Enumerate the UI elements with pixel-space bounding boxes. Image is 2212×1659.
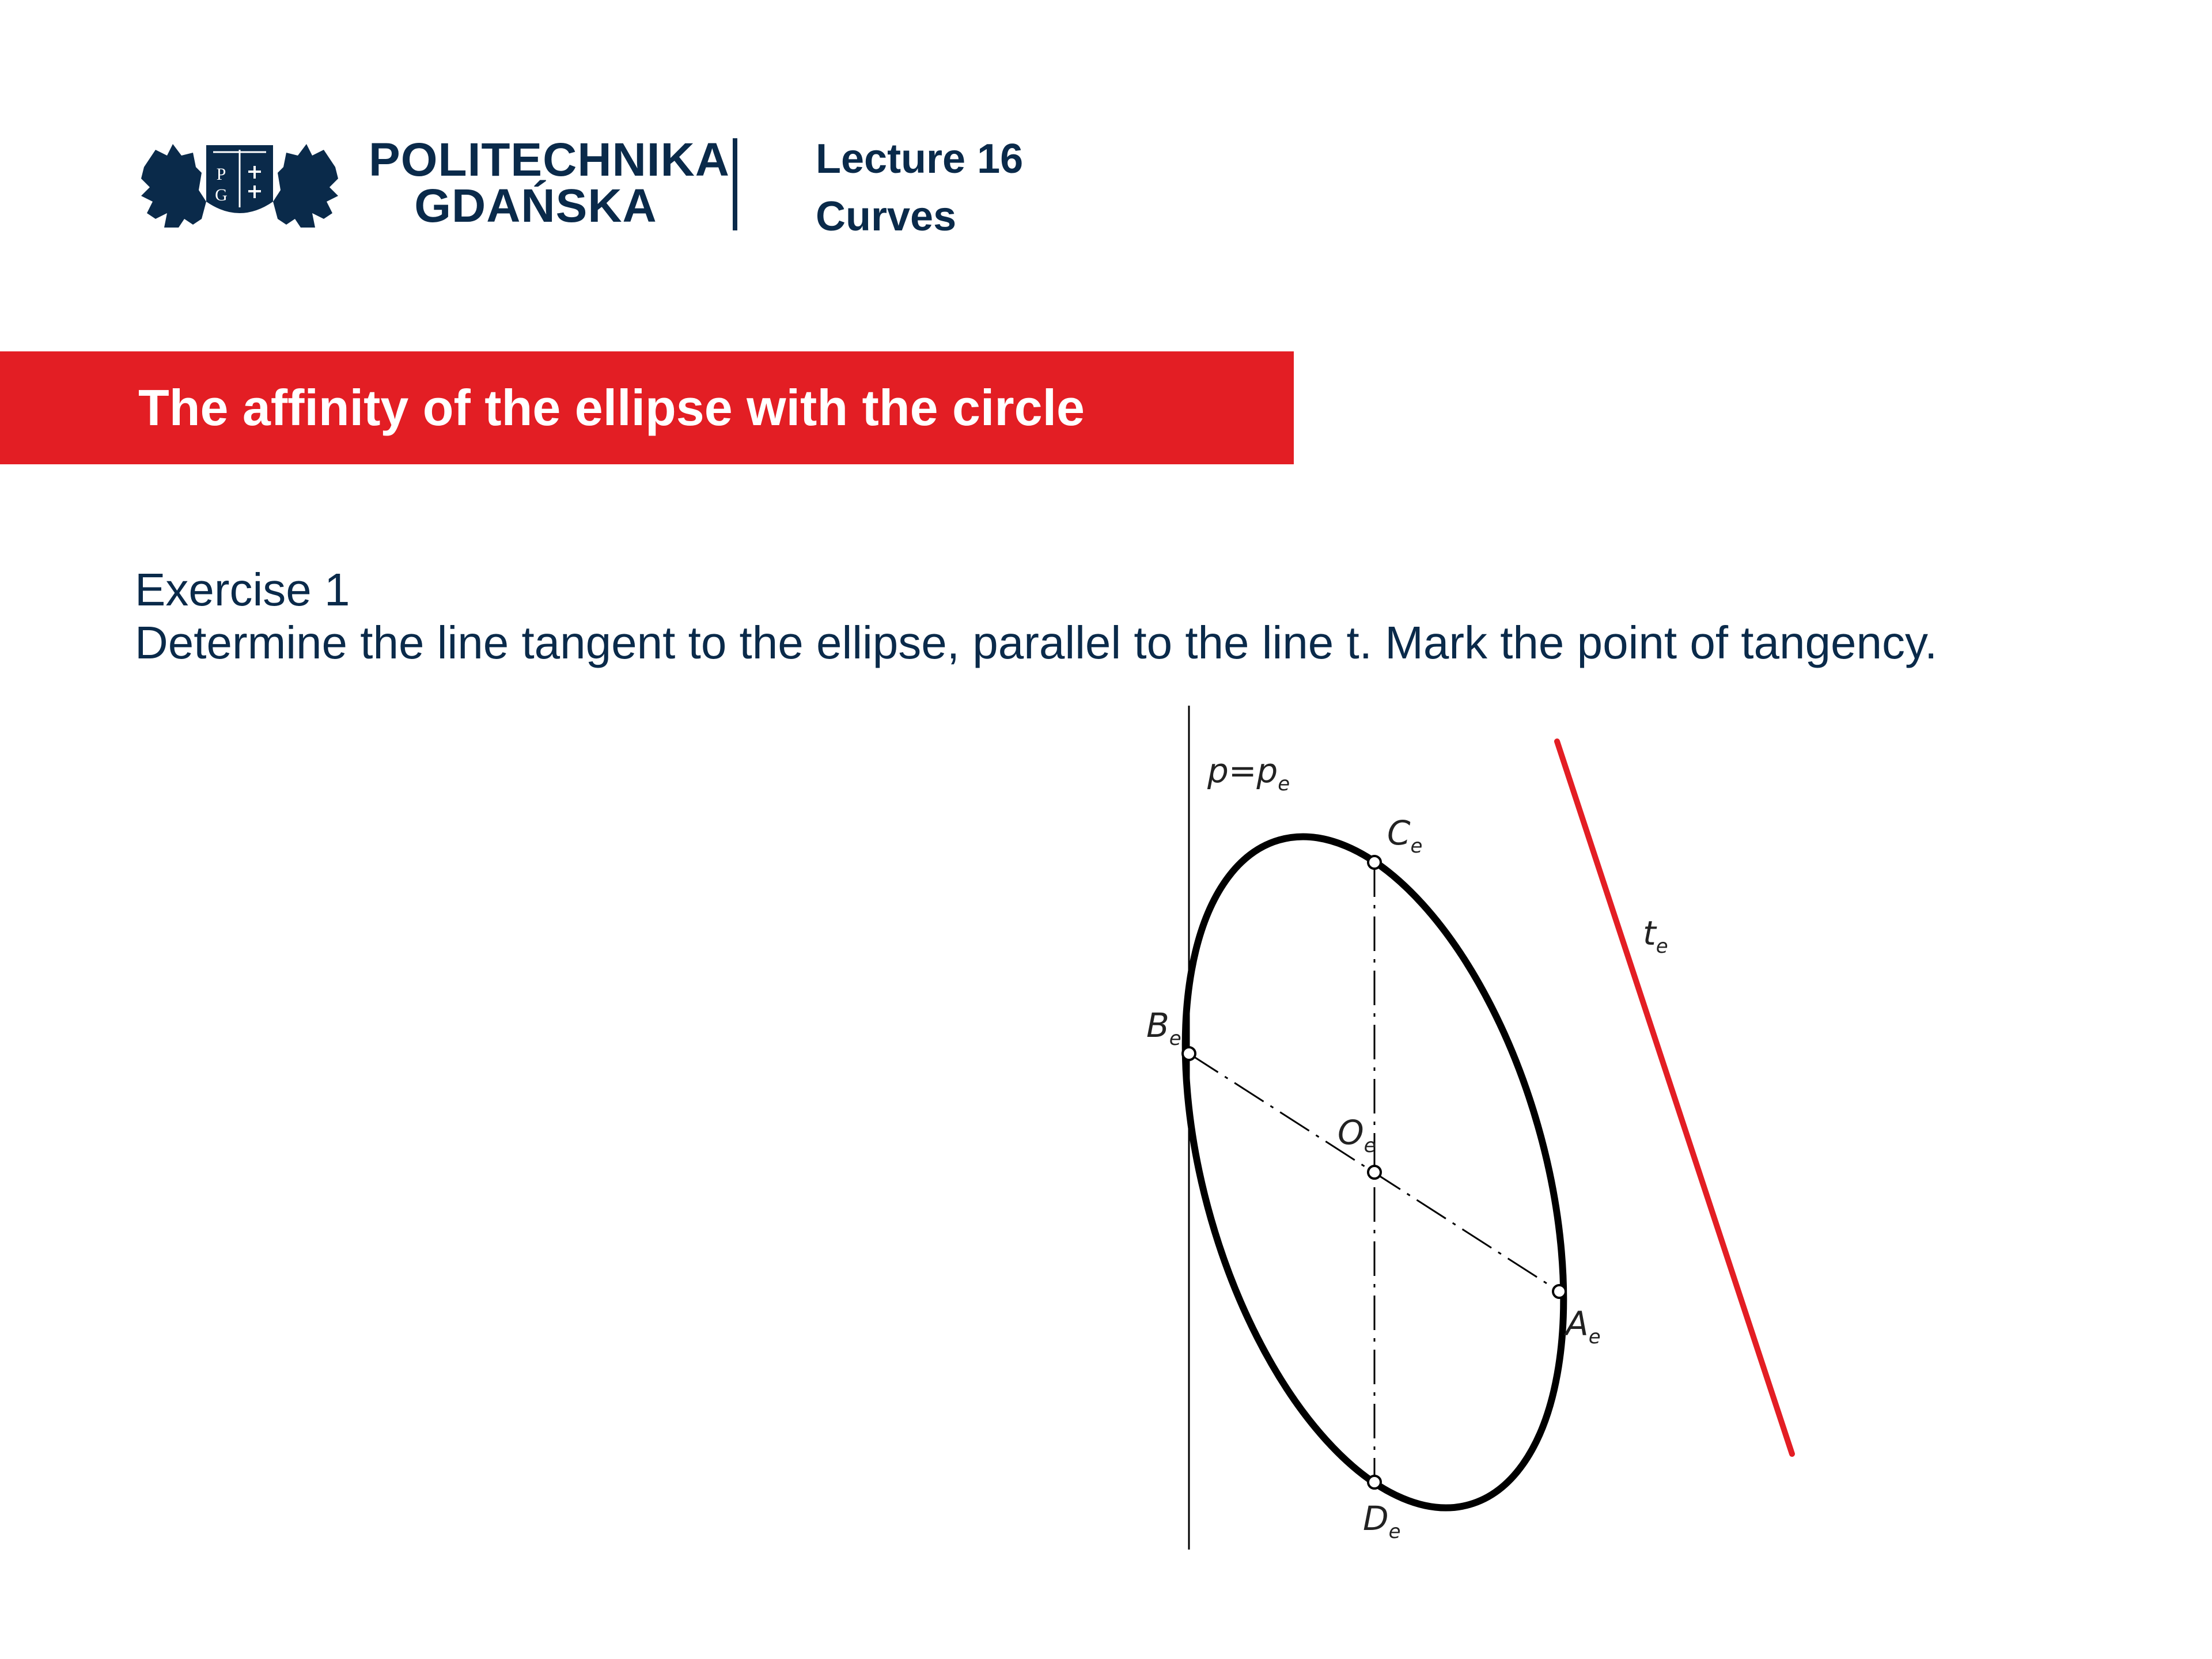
label-b: $B_e$ bbox=[1146, 1006, 1181, 1050]
slide-title: The affinity of the ellipse with the circle bbox=[138, 379, 1085, 436]
lecture-number: Lecture 16 bbox=[816, 136, 1024, 182]
lecture-topic: Curves bbox=[816, 194, 957, 240]
label-c: $C_e$ bbox=[1387, 813, 1423, 858]
point-o bbox=[1368, 1166, 1381, 1179]
point-d bbox=[1368, 1476, 1381, 1488]
label-o: $O_e$ bbox=[1338, 1113, 1376, 1157]
point-a bbox=[1553, 1285, 1566, 1298]
label-d: $D_e$ bbox=[1363, 1499, 1401, 1543]
emblem-letter-p: P bbox=[216, 165, 226, 184]
exercise-task: Determine the line tangent to the ellipse, parallel to the line t. Mark the point of tangency. bbox=[135, 617, 1938, 668]
wordmark-line-2: GDAŃSKA bbox=[414, 180, 657, 232]
point-c bbox=[1368, 856, 1381, 869]
label-a: $A_e$ bbox=[1566, 1304, 1601, 1349]
line-t-label: $t_e$ bbox=[1643, 914, 1668, 958]
wordmark-line-1: POLITECHNIKA bbox=[369, 134, 730, 186]
point-b bbox=[1183, 1047, 1195, 1060]
exercise-heading: Exercise 1 bbox=[135, 564, 350, 615]
axis-label: $p=p_e$ bbox=[1207, 751, 1290, 796]
emblem-letter-g: G bbox=[215, 185, 228, 204]
